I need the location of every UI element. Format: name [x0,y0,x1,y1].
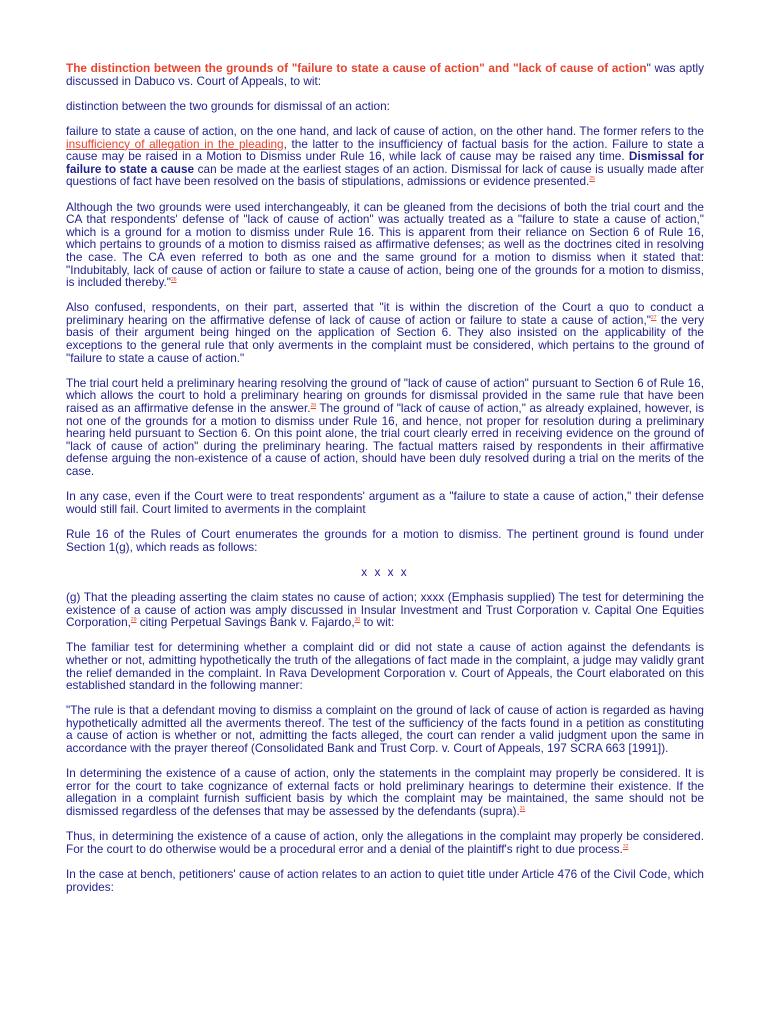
ellipsis-separator: x x x x [361,564,409,579]
paragraph-thus: Thus, in determining the existence of a cause of action, only the allegations in the complaint may properly be considered. For the court to do otherwise would be a procedural error and a denial of the plaintiff's right to due process.$^{32}$ [66,829,704,856]
paragraph-determining: In determining the existence of a cause of action, only the statements in the complaint may properly be considered. It is error for the court to take cognizance of external facts or hold preliminary hearings to determine their existence. If the allegation in a complaint furnish sufficient basis by which the complaint may be maintained, the same should not be dismissed regardless of the defenses that may be assessed by the defendants (supra).$^{31}$ [66,766,704,819]
footnote-link[interactable]: 27 [650,314,657,321]
paragraph-rule-16: Rule 16 of the Rules of Court enumerates the grounds for a motion to dismiss. The pertinent ground is found under Section 1(g), which reads as follows: [66,526,704,554]
footnote-link[interactable]: 31 [519,806,526,813]
paragraph-interchangeable: Although the two grounds were used interchangeably, it can be gleaned from the decisions of both the trial court and the CA that respondents' defense of "lack of cause of action" was actually treated as a "failure to state a cause of action," which is a ground for a motion to dismiss under Rule 16. This is apparent from their reliance on Section 6 of Rule 16, which pertains to grounds of a motion to dismiss raised as affirmative defenses; as well as the doctrines cited in resolving the case. The CA even referred to both as one and the same ground for a motion to dismiss when it stated that: "Indubitably, lack of cause of action or failure to state a cause of action, being one of the grounds for a motion to dismiss, is included thereby."$^{26}$ [66,199,704,290]
paragraph-any-case: In any case, even if the Court were to treat respondents' argument as a "failure to state a cause of action," their defense would still fail. Court limited to averments in the complaint [66,489,704,516]
footnote-link[interactable]: 30 [354,617,361,624]
insufficiency-link[interactable]: insufficiency of allegation in the pleading [66,136,284,151]
paragraph-familiar-test: The familiar test for determining whether a complaint did or did not state a cause of action against the defendants is whether or not, admitting hypothetically the truth of the allegations of fact made in the complaint, a judge may validly grant the relief demanded in the complaint. In Rava Development Corporation v. Court of Appeals, the Court elaborated on this established standard in the following manner: [66,640,704,693]
paragraph-failure-vs-lack: failure to state a cause of action, on the one hand, and lack of cause of action, on the other hand. The former refers to the insufficiency of allegation in the pleading, the latter to the insufficiency of factual basis for the action. Failure to state a cause may be raised in a Motion to Dismiss under Rule 16, while lack of cause may be raised any time. Dismissal for failure to state a cause can be made at the earliest stages of an action. Dismissal for lack of cause is usually made after questions of fact have been resolved on the basis of stipulations, admissions or evidence presented.$^{25}$ [66,123,704,189]
paragraph-trial-court: The trial court held a preliminary hearing resolving the ground of "lack of cause of action" pursuant to Section 6 of Rule 16, which allows the court to hold a preliminary hearing on grounds for dismissal provided in the same rule that have been raised as an affirmative defense in the answer.$^{28}$ The ground of "lack of cause of action," as already explained, however, is not one of the grounds for a motion to dismiss under Rule 16, and hence, not proper for resolution during a preliminary hearing held pursuant to Section 6. On this point alone, the trial court clearly erred in receiving evidence on the ground of "lack of cause of action" during the preliminary hearing. The factual matters raised by respondents in their affirmative defense arguing the non-existence of a cause of action, should have been duly resolved during a trial on the merits of the case. [66,375,704,478]
footnote-link[interactable]: 29 [130,617,137,624]
bold-phrase: Dismissal for failure to state a cause [66,149,704,176]
footnote-link[interactable]: 28 [310,403,317,410]
paragraph-respondents: Also confused, respondents, on their part, asserted that "it is within the discretion of the Court a quo to conduct a preliminary hearing on the affirmative defense of lack of cause of action or failure to state a cause of action,"$^{27}$ the very basis of their argument being hinged on the application of Section 6. They also insisted on the applicability of the exceptions to the general rule that only averments in the complaint must be considered, which pertains to the ground of "failure to state a cause of action." [66,300,704,365]
paragraph-section-1g: (g) That the pleading asserting the claim states no cause of action; xxxx (Emphasis supplied) The test for determining the existence of a cause of action was amply discussed in Insular Investment and Trust Corporation v. Capital One Equities Corporation,$^{29}$ citing Perpetual Savings Bank v. Fajardo,$^{30}$ to wit: [66,589,704,630]
footnote-link[interactable]: 25 [589,176,595,183]
paragraph-distinction: distinction between the two grounds for dismissal of an action: [66,98,390,113]
document-page [66,62,704,906]
paragraph-case-at-bench: In the case at bench, petitioners' cause of action relates to an action to quiet title under Article 476 of the Civil Code, which provides: [66,867,704,894]
footnote-link[interactable]: 26 [170,277,177,284]
footnote-link[interactable]: 32 [622,843,629,850]
section-heading: The distinction between the grounds of "failure to state a cause of action" and "lack of cause of action [66,61,647,75]
intro-paragraph: The distinction between the grounds of "failure to state a cause of action" and "lack of cause of action" was aptly discussed in Dabuco vs. Court of Appeals, to wit: [66,61,705,88]
paragraph-rule-quote: "The rule is that a defendant moving to dismiss a complaint on the ground of lack of cause of action is regarded as having hypothetically admitted all the averments thereof. The test of the sufficiency of the facts found in a petition as constituting a cause of action is whether or not, admitting the facts alleged, the court can render a valid judgment upon the same in accordance with the prayer thereof (Consolidated Bank and Trust Corp. v. Court of Appeals, 197 SCRA 663 [1991]). [66,703,704,756]
